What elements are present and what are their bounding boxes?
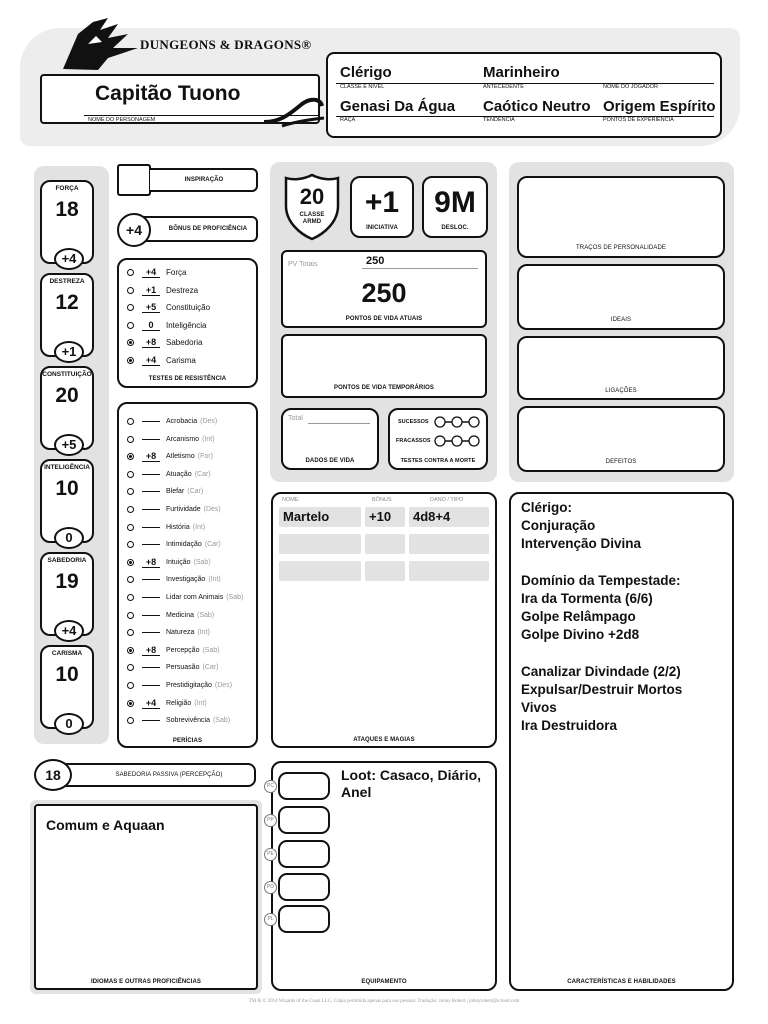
feature-line: Ira da Tormenta (6/6) bbox=[521, 591, 653, 607]
proficiency-checkbox[interactable] bbox=[127, 576, 134, 583]
ability-score[interactable]: 20 bbox=[55, 384, 79, 407]
ability-score[interactable]: 10 bbox=[55, 477, 79, 500]
proficiency-checkbox[interactable] bbox=[127, 339, 134, 346]
ability-name: CARISMA bbox=[51, 650, 83, 657]
proficiency-checkbox[interactable] bbox=[127, 453, 134, 460]
ability-score[interactable]: 18 bbox=[55, 198, 79, 221]
saving-throw-name: Sabedoria bbox=[166, 338, 203, 348]
feature-line: Expulsar/Destruir Mortos bbox=[521, 682, 683, 698]
languages-label: IDIOMAS E OUTRAS PROFICIÊNCIAS bbox=[90, 979, 201, 985]
ability-modifier[interactable]: 0 bbox=[54, 713, 84, 735]
attack-damage[interactable]: 4d8+4 bbox=[409, 507, 489, 527]
coin-copper[interactable] bbox=[267, 772, 320, 800]
ability-strength bbox=[40, 180, 94, 264]
proficiency-checkbox[interactable] bbox=[127, 322, 134, 329]
skill-row bbox=[127, 659, 218, 676]
coin-silver[interactable] bbox=[267, 806, 320, 834]
coin-label: PE bbox=[264, 848, 277, 861]
proficiency-checkbox[interactable] bbox=[127, 524, 134, 531]
skill-row bbox=[127, 431, 215, 448]
proficiency-checkbox[interactable] bbox=[127, 664, 134, 671]
feature-line: Domínio da Tempestade: bbox=[521, 572, 681, 588]
skill-ability: (Int) bbox=[202, 435, 215, 443]
skill-name: Natureza bbox=[166, 629, 195, 637]
attack-name[interactable] bbox=[279, 534, 361, 554]
alignment-label: TENDÊNCIA bbox=[483, 117, 515, 123]
skill-ability: (Sab) bbox=[226, 594, 244, 601]
skill-value[interactable] bbox=[142, 421, 160, 422]
features-label: CARACTERÍSTICAS E HABILIDADES bbox=[567, 979, 676, 985]
saving-throw-row bbox=[127, 299, 210, 316]
attack-bonus[interactable] bbox=[365, 561, 405, 581]
proficiency-checkbox[interactable] bbox=[127, 471, 134, 478]
coin-electrum[interactable] bbox=[267, 840, 320, 868]
ability-intelligence bbox=[40, 459, 94, 543]
xp-value[interactable]: Origem Espírito bbox=[603, 98, 716, 115]
skill-ability: (Des) bbox=[200, 418, 218, 425]
skill-name: Acrobacia bbox=[166, 418, 198, 425]
ability-name: DESTREZA bbox=[49, 278, 85, 285]
skill-value[interactable] bbox=[142, 720, 160, 721]
feature-line: Conjuração bbox=[521, 518, 596, 534]
proficiency-checkbox[interactable] bbox=[127, 436, 134, 443]
proficiency-checkbox[interactable] bbox=[127, 682, 134, 689]
saving-throws-title: TESTES DE RESISTÊNCIA bbox=[148, 376, 227, 382]
equipment-label: EQUIPAMENTO bbox=[361, 979, 407, 985]
character-name[interactable]: Capitão Tuono bbox=[95, 82, 241, 105]
ability-constitution bbox=[40, 366, 94, 450]
ability-name: INTELIGÊNCIA bbox=[44, 464, 90, 471]
coin-label: PP bbox=[264, 814, 277, 827]
feature-line: Ira Destruidora bbox=[521, 718, 618, 734]
skill-value[interactable] bbox=[142, 667, 160, 668]
attack-damage[interactable] bbox=[409, 561, 489, 581]
skill-name: Persuasão bbox=[166, 664, 200, 672]
attack-col-name: NOME bbox=[282, 497, 299, 503]
saving-throw-value[interactable]: +1 bbox=[142, 285, 160, 296]
feature-line: Clérigo: bbox=[521, 500, 573, 515]
death-fail-label: FRACASSOS bbox=[396, 438, 431, 444]
ability-score[interactable]: 10 bbox=[55, 663, 79, 686]
speed-label: DESLOC. bbox=[441, 225, 469, 231]
skill-value[interactable]: +8 bbox=[142, 451, 160, 462]
skill-row bbox=[127, 624, 210, 641]
player-name-label: NOME DO JOGADOR bbox=[603, 84, 659, 90]
skill-value[interactable] bbox=[142, 544, 160, 545]
skill-row bbox=[127, 589, 243, 606]
feature-line bbox=[521, 554, 727, 572]
ability-modifier[interactable]: +5 bbox=[54, 434, 84, 456]
saving-throw-value[interactable]: 0 bbox=[142, 320, 160, 331]
inspiration-box[interactable] bbox=[117, 164, 151, 196]
temp-hp-label: PONTOS DE VIDA TEMPORÁRIOS bbox=[334, 385, 434, 391]
ability-name: SABEDORIA bbox=[47, 557, 87, 564]
skill-name: Sobrevivência bbox=[166, 717, 210, 725]
attack-name[interactable]: Martelo bbox=[279, 507, 361, 527]
saving-throw-name: Força bbox=[166, 268, 187, 277]
ability-modifier[interactable]: +4 bbox=[54, 620, 84, 642]
skill-ability: (Int) bbox=[194, 699, 207, 707]
armor-class-value[interactable]: 20 bbox=[299, 184, 325, 209]
skill-name: Percepção bbox=[166, 646, 200, 654]
proficiency-checkbox[interactable] bbox=[127, 541, 134, 548]
saving-throw-name: Inteligência bbox=[166, 320, 207, 330]
ability-charisma bbox=[40, 645, 94, 729]
inspiration-label: INSPIRAÇÃO bbox=[184, 177, 224, 183]
skill-row bbox=[127, 695, 207, 712]
death-fail-checkboxes[interactable] bbox=[433, 434, 481, 448]
skill-value[interactable] bbox=[142, 579, 160, 580]
skill-row bbox=[127, 466, 211, 483]
coin-label: PL bbox=[264, 913, 277, 926]
skill-ability: (Sab) bbox=[193, 558, 211, 566]
equipment-text[interactable]: Loot: Casaco, Diário, Anel bbox=[341, 767, 482, 800]
skill-ability: (Sab) bbox=[197, 611, 215, 619]
bonds-label: LIGAÇÕES bbox=[605, 388, 637, 394]
race-label: RAÇA bbox=[340, 117, 356, 123]
death-success-checkboxes[interactable] bbox=[433, 415, 481, 429]
skill-ability: (Car) bbox=[187, 488, 204, 496]
attack-col-damage: DANO / TIPO bbox=[430, 497, 464, 503]
skill-ability: (For) bbox=[197, 453, 213, 461]
skills-title: PERÍCIAS bbox=[172, 738, 203, 744]
feature-line: Canalizar Divindade (2/2) bbox=[521, 663, 681, 679]
hit-dice-total-label: Total bbox=[288, 415, 303, 422]
current-hp-label: PONTOS DE VIDA ATUAIS bbox=[345, 316, 423, 322]
class-level-label: CLASSE E NÍVEL bbox=[340, 84, 385, 90]
ability-modifier[interactable]: +4 bbox=[54, 248, 84, 270]
ideals-label: IDEAIS bbox=[610, 317, 632, 323]
ability-modifier[interactable]: +1 bbox=[54, 341, 84, 363]
proficiency-circle[interactable]: +4 bbox=[117, 213, 151, 247]
initiative-label: INICIATIVA bbox=[366, 225, 398, 231]
attack-damage[interactable] bbox=[409, 534, 489, 554]
skill-name: Prestidigitação bbox=[166, 682, 212, 689]
passive-label: SABEDORIA PASSIVA (PERCEPÇÃO) bbox=[115, 772, 223, 778]
skill-name: Religião bbox=[166, 699, 192, 707]
ability-modifier[interactable]: 0 bbox=[54, 527, 84, 549]
saving-throw-name: Carisma bbox=[166, 356, 196, 365]
armor-class-label-1: CLASSE bbox=[299, 212, 325, 218]
passive-value[interactable]: 18 bbox=[34, 759, 72, 791]
skill-name: Investigação bbox=[166, 576, 206, 584]
proficiency-checkbox[interactable] bbox=[127, 700, 134, 707]
skill-row bbox=[127, 642, 220, 659]
saving-throw-name: Constituição bbox=[166, 303, 211, 313]
skill-value[interactable] bbox=[142, 509, 160, 510]
coin-gold[interactable] bbox=[266, 873, 320, 901]
feature-line: Golpe Divino +2d8 bbox=[521, 627, 640, 643]
skill-row bbox=[127, 519, 205, 536]
ability-wisdom bbox=[40, 552, 94, 636]
skill-row bbox=[127, 483, 203, 500]
features-text[interactable] bbox=[521, 499, 727, 736]
hit-dice-label: DADOS DE VIDA bbox=[305, 458, 355, 464]
skill-value[interactable] bbox=[142, 491, 160, 492]
proficiency-checkbox[interactable] bbox=[127, 647, 134, 654]
skill-value[interactable] bbox=[142, 615, 160, 616]
proficiency-checkbox[interactable] bbox=[127, 357, 134, 364]
coin-platinum[interactable] bbox=[267, 905, 320, 933]
traits-label: TRAÇOS DE PERSONALIDADE bbox=[576, 245, 666, 251]
proficiency-checkbox[interactable] bbox=[127, 304, 134, 311]
proficiency-label: BÔNUS DE PROFICIÊNCIA bbox=[168, 226, 248, 232]
saving-throw-name: Destreza bbox=[166, 285, 199, 295]
skill-name: Arcanismo bbox=[166, 435, 200, 443]
saving-throw-value[interactable]: +4 bbox=[142, 267, 160, 278]
skill-row bbox=[127, 677, 232, 694]
background-label: ANTECEDENTE bbox=[483, 84, 524, 90]
skill-name: Intuição bbox=[166, 558, 191, 566]
banner-swirl-icon bbox=[262, 92, 326, 128]
skill-name: Atletismo bbox=[166, 453, 195, 461]
skill-row bbox=[127, 607, 214, 624]
attack-col-bonus: BÔNUS bbox=[372, 497, 392, 503]
skill-row bbox=[127, 571, 221, 588]
proficiency-checkbox[interactable] bbox=[127, 418, 134, 425]
logo-text: DUNGEONS & DRAGONS® bbox=[140, 37, 312, 52]
proficiency-checkbox[interactable] bbox=[127, 594, 134, 601]
skill-name: Furtividade bbox=[166, 506, 201, 513]
skill-name: Intimidação bbox=[166, 541, 202, 549]
skill-value[interactable]: +8 bbox=[142, 557, 160, 568]
proficiency-checkbox[interactable] bbox=[127, 287, 134, 294]
skill-value[interactable] bbox=[142, 474, 160, 475]
character-name-label: NOME DO PERSONAGEM bbox=[88, 117, 156, 123]
skill-ability: (Sab) bbox=[212, 717, 231, 725]
skill-ability: (Car) bbox=[194, 470, 211, 478]
armor-class-label-2: ARMD bbox=[302, 219, 322, 225]
skill-value[interactable] bbox=[142, 685, 160, 686]
attacks-panel bbox=[271, 492, 497, 748]
death-saves-label: TESTES CONTRA A MORTE bbox=[400, 458, 476, 464]
flaws-label: DEFEITOS bbox=[605, 459, 637, 465]
ability-score[interactable]: 19 bbox=[55, 570, 79, 593]
feature-line: Intervenção Divina bbox=[521, 536, 642, 552]
ability-score[interactable]: 12 bbox=[55, 291, 79, 314]
ability-name: FORÇA bbox=[55, 185, 79, 192]
race-value[interactable]: Genasi Da Água bbox=[340, 98, 456, 115]
skill-ability: (Sab) bbox=[202, 646, 220, 654]
xp-label: PONTOS DE EXPERIÊNCIA bbox=[603, 117, 674, 123]
class-level-value[interactable]: Clérigo bbox=[340, 64, 392, 81]
skill-name: Blefar bbox=[166, 488, 185, 496]
proficiency-checkbox[interactable] bbox=[127, 629, 134, 636]
dragon-logo-icon bbox=[58, 14, 148, 74]
coin-label: PC bbox=[264, 780, 277, 793]
attack-bonus[interactable]: +10 bbox=[365, 507, 405, 527]
saving-throw-row bbox=[127, 334, 202, 351]
proficiency-checkbox[interactable] bbox=[127, 559, 134, 566]
saving-throw-row bbox=[127, 282, 198, 299]
ability-name: CONSTITUIÇÃO bbox=[42, 371, 92, 378]
skill-value[interactable] bbox=[142, 597, 160, 598]
footer-copyright: TM & © 2014 Wizards of the Coast LLC. Cópia permitida apenas para uso pessoal. Tradução: Johny Robert | johnyrobert@icloud.com bbox=[248, 999, 520, 1004]
saving-throw-row bbox=[127, 264, 186, 281]
background-value[interactable]: Marinheiro bbox=[483, 64, 560, 81]
speed-value[interactable]: 9M bbox=[434, 186, 476, 219]
saving-throw-row bbox=[127, 317, 206, 334]
skill-value[interactable] bbox=[142, 439, 160, 440]
skill-row bbox=[127, 536, 221, 553]
skill-value[interactable]: +8 bbox=[142, 645, 160, 656]
saving-throw-value[interactable]: +8 bbox=[142, 337, 160, 348]
attacks-label: ATAQUES E MAGIAS bbox=[353, 737, 415, 743]
skill-name: Atuação bbox=[166, 470, 192, 478]
skill-name: Lidar com Animais bbox=[166, 594, 224, 601]
attack-bonus[interactable] bbox=[365, 534, 405, 554]
alignment-value[interactable]: Caótico Neutro bbox=[483, 98, 591, 115]
skill-row bbox=[127, 712, 230, 729]
feature-line bbox=[521, 645, 727, 663]
proficiency-checkbox[interactable] bbox=[127, 612, 134, 619]
skill-row bbox=[127, 554, 211, 571]
proficiency-checkbox[interactable] bbox=[127, 488, 134, 495]
saving-throw-value[interactable]: +4 bbox=[142, 355, 160, 366]
header bbox=[0, 0, 768, 150]
skill-ability: (Int) bbox=[192, 523, 206, 531]
hp-max-line bbox=[362, 268, 478, 269]
hit-dice-total-line bbox=[308, 423, 370, 424]
skill-ability: (Car) bbox=[202, 664, 219, 672]
skill-row bbox=[127, 501, 221, 518]
death-success-label: SUCESSOS bbox=[398, 419, 429, 425]
hp-max-label: PV Totais bbox=[288, 261, 318, 268]
skill-ability: (Int) bbox=[208, 576, 221, 584]
current-hp-value[interactable]: 250 bbox=[361, 278, 407, 308]
languages-text[interactable]: Comum e Aquaan bbox=[46, 817, 165, 833]
skill-value[interactable]: +4 bbox=[142, 698, 160, 709]
initiative-value[interactable]: +1 bbox=[364, 186, 400, 219]
skill-name: Medicina bbox=[166, 611, 195, 619]
skill-ability: (Car) bbox=[204, 541, 221, 549]
skill-value[interactable] bbox=[142, 527, 160, 528]
proficiency-checkbox[interactable] bbox=[127, 269, 134, 276]
skill-value[interactable] bbox=[142, 632, 160, 633]
skill-ability: (Des) bbox=[203, 506, 221, 513]
attack-name[interactable] bbox=[279, 561, 361, 581]
skill-ability: (Int) bbox=[197, 629, 210, 637]
feature-line: Vivos bbox=[521, 700, 557, 716]
hp-max-value[interactable]: 250 bbox=[366, 255, 385, 267]
saving-throw-value[interactable]: +5 bbox=[142, 302, 160, 313]
coin-label: PO bbox=[264, 881, 277, 894]
skill-row bbox=[127, 413, 217, 430]
saving-throw-row bbox=[127, 352, 196, 369]
proficiency-checkbox[interactable] bbox=[127, 717, 134, 724]
skill-name: História bbox=[166, 523, 190, 531]
feature-line: Golpe Relâmpago bbox=[521, 609, 636, 625]
ability-dexterity bbox=[40, 273, 94, 357]
skill-row bbox=[127, 448, 213, 465]
proficiency-checkbox[interactable] bbox=[127, 506, 134, 513]
skill-ability: (Des) bbox=[214, 682, 233, 689]
